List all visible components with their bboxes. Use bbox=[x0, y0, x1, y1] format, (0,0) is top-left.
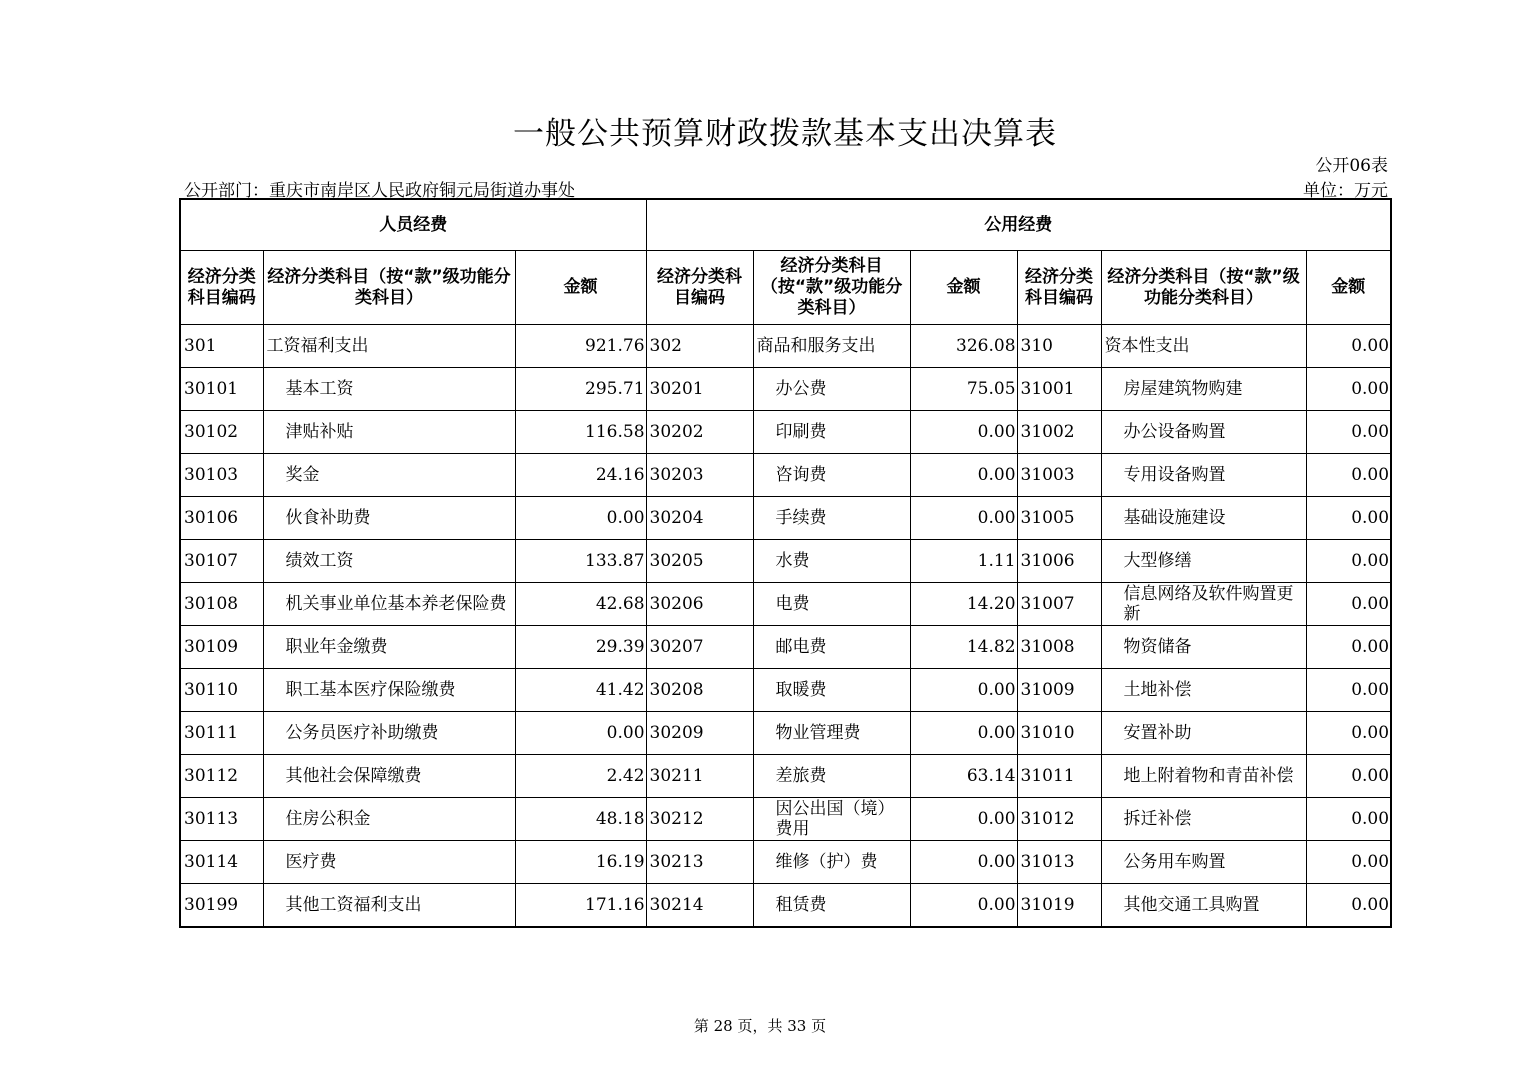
amount-cell: 295.71 bbox=[515, 368, 646, 411]
amount-cell: 42.68 bbox=[515, 583, 646, 626]
page-title: 一般公共预算财政拨款基本支出决算表 bbox=[513, 116, 1057, 152]
amount-cell: 63.14 bbox=[910, 755, 1017, 798]
code-cell: 30213 bbox=[646, 841, 753, 884]
name-cell: 资本性支出 bbox=[1101, 325, 1306, 368]
code-cell: 30208 bbox=[646, 669, 753, 712]
name-cell: 电费 bbox=[753, 583, 910, 626]
amount-cell: 1.11 bbox=[910, 540, 1017, 583]
name-cell: 奖金 bbox=[263, 454, 515, 497]
amount-cell: 0.00 bbox=[1306, 583, 1391, 626]
code-cell: 30204 bbox=[646, 497, 753, 540]
name-cell: 邮电费 bbox=[753, 626, 910, 669]
amount-cell: 75.05 bbox=[910, 368, 1017, 411]
name-cell: 公务用车购置 bbox=[1101, 841, 1306, 884]
header-name: 经济分类科目（按“款”级功能分类科目） bbox=[1101, 251, 1306, 325]
amount-cell: 0.00 bbox=[910, 798, 1017, 841]
name-cell: 物资储备 bbox=[1101, 626, 1306, 669]
amount-cell: 2.42 bbox=[515, 755, 646, 798]
code-cell: 30111 bbox=[180, 712, 263, 755]
table-row bbox=[180, 798, 1391, 841]
amount-cell: 16.19 bbox=[515, 841, 646, 884]
code-cell: 30207 bbox=[646, 626, 753, 669]
amount-cell: 41.42 bbox=[515, 669, 646, 712]
department-label: 公开部门：重庆市南岸区人民政府铜元局街道办事处 bbox=[184, 181, 575, 201]
code-cell: 30114 bbox=[180, 841, 263, 884]
code-cell: 30107 bbox=[180, 540, 263, 583]
group-personnel: 人员经费 bbox=[180, 199, 646, 251]
amount-cell: 0.00 bbox=[515, 712, 646, 755]
name-cell: 手续费 bbox=[753, 497, 910, 540]
code-cell: 30209 bbox=[646, 712, 753, 755]
table-row bbox=[180, 454, 1391, 497]
code-cell: 30199 bbox=[180, 884, 263, 928]
amount-cell: 0.00 bbox=[1306, 454, 1391, 497]
name-cell: 安置补助 bbox=[1101, 712, 1306, 755]
code-cell: 31008 bbox=[1017, 626, 1101, 669]
group-public: 公用经费 bbox=[646, 199, 1391, 251]
name-cell: 房屋建筑物购建 bbox=[1101, 368, 1306, 411]
code-cell: 30212 bbox=[646, 798, 753, 841]
name-cell: 伙食补助费 bbox=[263, 497, 515, 540]
name-cell: 基础设施建设 bbox=[1101, 497, 1306, 540]
name-cell: 维修（护）费 bbox=[753, 841, 910, 884]
amount-cell: 14.20 bbox=[910, 583, 1017, 626]
name-cell: 机关事业单位基本养老保险费 bbox=[263, 583, 515, 626]
code-cell: 302 bbox=[646, 325, 753, 368]
amount-cell: 48.18 bbox=[515, 798, 646, 841]
code-cell: 31010 bbox=[1017, 712, 1101, 755]
header-code: 经济分类科目编码 bbox=[646, 251, 753, 325]
amount-cell: 326.08 bbox=[910, 325, 1017, 368]
code-cell: 30109 bbox=[180, 626, 263, 669]
code-cell: 30214 bbox=[646, 884, 753, 928]
amount-cell: 24.16 bbox=[515, 454, 646, 497]
code-cell: 30110 bbox=[180, 669, 263, 712]
table-row bbox=[180, 755, 1391, 798]
header-amount: 金额 bbox=[910, 251, 1017, 325]
name-cell: 差旅费 bbox=[753, 755, 910, 798]
amount-cell: 133.87 bbox=[515, 540, 646, 583]
name-cell: 专用设备购置 bbox=[1101, 454, 1306, 497]
name-cell: 其他社会保障缴费 bbox=[263, 755, 515, 798]
code-cell: 310 bbox=[1017, 325, 1101, 368]
expenditure-table bbox=[179, 198, 1392, 928]
name-cell: 租赁费 bbox=[753, 884, 910, 928]
code-cell: 30113 bbox=[180, 798, 263, 841]
code-cell: 31019 bbox=[1017, 884, 1101, 928]
header-name: 经济分类科目（按“款”级功能分类科目） bbox=[263, 251, 515, 325]
amount-cell: 0.00 bbox=[910, 411, 1017, 454]
name-cell: 医疗费 bbox=[263, 841, 515, 884]
header-code: 经济分类科目编码 bbox=[1017, 251, 1101, 325]
name-cell: 咨询费 bbox=[753, 454, 910, 497]
code-cell: 31011 bbox=[1017, 755, 1101, 798]
page-footer: 第 28 页，共 33 页 bbox=[693, 1017, 827, 1035]
code-cell: 30108 bbox=[180, 583, 263, 626]
code-cell: 30112 bbox=[180, 755, 263, 798]
amount-cell: 0.00 bbox=[1306, 841, 1391, 884]
name-cell: 住房公积金 bbox=[263, 798, 515, 841]
code-cell: 30103 bbox=[180, 454, 263, 497]
table-row bbox=[180, 325, 1391, 368]
amount-cell: 0.00 bbox=[1306, 626, 1391, 669]
table-row bbox=[180, 497, 1391, 540]
amount-cell: 0.00 bbox=[1306, 540, 1391, 583]
amount-cell: 0.00 bbox=[910, 669, 1017, 712]
amount-cell: 0.00 bbox=[1306, 884, 1391, 928]
table-row bbox=[180, 669, 1391, 712]
unit-label: 单位：万元 bbox=[1303, 181, 1388, 201]
table-row bbox=[180, 626, 1391, 669]
amount-cell: 14.82 bbox=[910, 626, 1017, 669]
code-cell: 31006 bbox=[1017, 540, 1101, 583]
amount-cell: 0.00 bbox=[1306, 368, 1391, 411]
header-amount: 金额 bbox=[1306, 251, 1391, 325]
name-cell: 水费 bbox=[753, 540, 910, 583]
name-cell: 取暖费 bbox=[753, 669, 910, 712]
code-cell: 30205 bbox=[646, 540, 753, 583]
code-cell: 30101 bbox=[180, 368, 263, 411]
name-cell: 办公设备购置 bbox=[1101, 411, 1306, 454]
table-row bbox=[180, 368, 1391, 411]
code-cell: 30202 bbox=[646, 411, 753, 454]
header-amount: 金额 bbox=[515, 251, 646, 325]
code-cell: 301 bbox=[180, 325, 263, 368]
name-cell: 土地补偿 bbox=[1101, 669, 1306, 712]
code-cell: 31001 bbox=[1017, 368, 1101, 411]
amount-cell: 0.00 bbox=[1306, 712, 1391, 755]
name-cell: 商品和服务支出 bbox=[753, 325, 910, 368]
amount-cell: 0.00 bbox=[910, 454, 1017, 497]
amount-cell: 0.00 bbox=[1306, 755, 1391, 798]
amount-cell: 0.00 bbox=[910, 884, 1017, 928]
name-cell: 津贴补贴 bbox=[263, 411, 515, 454]
code-cell: 31002 bbox=[1017, 411, 1101, 454]
code-cell: 30206 bbox=[646, 583, 753, 626]
name-cell: 印刷费 bbox=[753, 411, 910, 454]
name-cell: 大型修缮 bbox=[1101, 540, 1306, 583]
code-cell: 30201 bbox=[646, 368, 753, 411]
name-cell: 办公费 bbox=[753, 368, 910, 411]
code-cell: 31009 bbox=[1017, 669, 1101, 712]
name-cell: 职业年金缴费 bbox=[263, 626, 515, 669]
name-cell: 拆迁补偿 bbox=[1101, 798, 1306, 841]
name-cell: 公务员医疗补助缴费 bbox=[263, 712, 515, 755]
table-row bbox=[180, 540, 1391, 583]
code-cell: 31007 bbox=[1017, 583, 1101, 626]
amount-cell: 0.00 bbox=[1306, 798, 1391, 841]
name-cell: 基本工资 bbox=[263, 368, 515, 411]
table-row bbox=[180, 841, 1391, 884]
amount-cell: 0.00 bbox=[1306, 411, 1391, 454]
header-name: 经济分类科目（按“款”级功能分类科目） bbox=[753, 251, 910, 325]
table-row bbox=[180, 583, 1391, 626]
code-cell: 30102 bbox=[180, 411, 263, 454]
name-cell: 物业管理费 bbox=[753, 712, 910, 755]
amount-cell: 0.00 bbox=[1306, 325, 1391, 368]
table-row bbox=[180, 411, 1391, 454]
name-cell: 工资福利支出 bbox=[263, 325, 515, 368]
amount-cell: 0.00 bbox=[910, 497, 1017, 540]
table-row bbox=[180, 712, 1391, 755]
form-number: 公开06表 bbox=[1315, 156, 1388, 176]
amount-cell: 0.00 bbox=[1306, 497, 1391, 540]
code-cell: 30106 bbox=[180, 497, 263, 540]
name-cell: 地上附着物和青苗补偿 bbox=[1101, 755, 1306, 798]
name-cell: 其他工资福利支出 bbox=[263, 884, 515, 928]
header-code: 经济分类科目编码 bbox=[180, 251, 263, 325]
name-cell: 因公出国（境）费用 bbox=[753, 798, 910, 841]
name-cell: 其他交通工具购置 bbox=[1101, 884, 1306, 928]
amount-cell: 0.00 bbox=[515, 497, 646, 540]
code-cell: 31005 bbox=[1017, 497, 1101, 540]
code-cell: 31003 bbox=[1017, 454, 1101, 497]
table-row bbox=[180, 884, 1391, 928]
amount-cell: 116.58 bbox=[515, 411, 646, 454]
name-cell: 信息网络及软件购置更新 bbox=[1101, 583, 1306, 626]
amount-cell: 29.39 bbox=[515, 626, 646, 669]
name-cell: 职工基本医疗保险缴费 bbox=[263, 669, 515, 712]
code-cell: 30203 bbox=[646, 454, 753, 497]
code-cell: 31013 bbox=[1017, 841, 1101, 884]
code-cell: 31012 bbox=[1017, 798, 1101, 841]
amount-cell: 0.00 bbox=[1306, 669, 1391, 712]
name-cell: 绩效工资 bbox=[263, 540, 515, 583]
amount-cell: 921.76 bbox=[515, 325, 646, 368]
amount-cell: 0.00 bbox=[910, 841, 1017, 884]
code-cell: 30211 bbox=[646, 755, 753, 798]
amount-cell: 171.16 bbox=[515, 884, 646, 928]
amount-cell: 0.00 bbox=[910, 712, 1017, 755]
